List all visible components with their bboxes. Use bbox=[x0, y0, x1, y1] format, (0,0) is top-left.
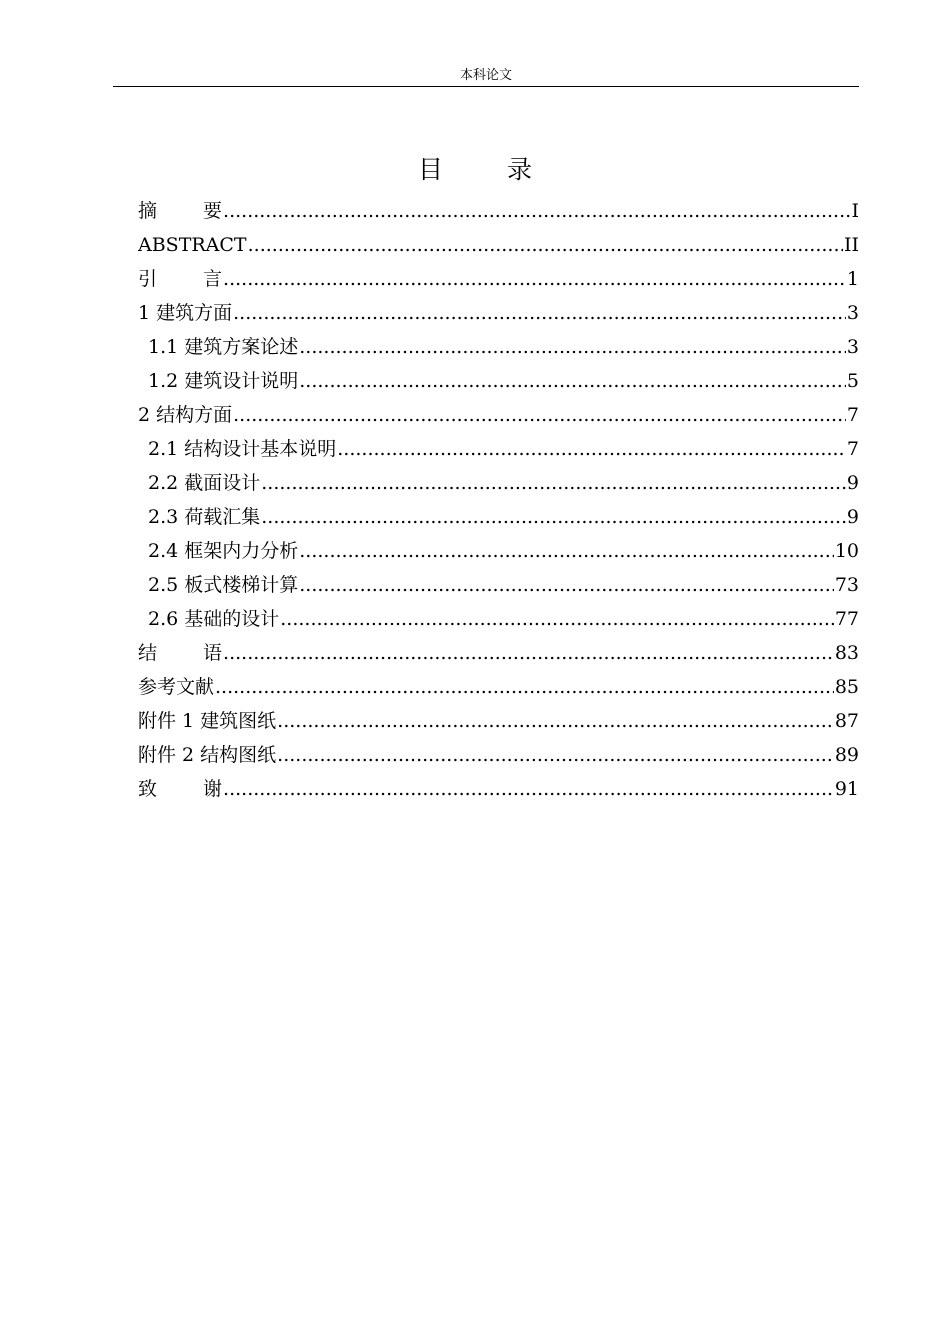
toc-label-part: 结 bbox=[138, 642, 158, 664]
toc-label-part: 谢 bbox=[203, 778, 223, 800]
toc-entry-page: II bbox=[843, 234, 859, 256]
toc-entry-page: 83 bbox=[834, 642, 859, 664]
toc-label-part: 语 bbox=[203, 642, 223, 664]
toc-entry-page: 1 bbox=[846, 268, 859, 290]
toc-leader-dots bbox=[277, 704, 834, 738]
header-text: 本科论文 bbox=[459, 68, 512, 83]
toc-entry-references[interactable] bbox=[138, 670, 859, 704]
toc-entry-acknowledgements[interactable] bbox=[138, 772, 859, 806]
toc-entry-label: 2.1 结构设计基本说明 bbox=[148, 438, 337, 460]
toc-entry-abstract-en[interactable] bbox=[138, 228, 859, 262]
toc-entry-page: 89 bbox=[834, 744, 859, 766]
toc-leader-dots bbox=[299, 568, 834, 602]
toc-leader-dots bbox=[299, 534, 834, 568]
toc-entry-label: 附件 2 结构图纸 bbox=[138, 744, 277, 766]
toc-entry-page: I bbox=[851, 200, 859, 222]
toc-label-part: 引 bbox=[138, 268, 158, 290]
toc-entry-label: 2 结构方面 bbox=[138, 404, 233, 426]
toc-entry-page: 77 bbox=[834, 608, 859, 630]
toc-entry-page: 9 bbox=[846, 506, 859, 528]
toc-label-part: 摘 bbox=[138, 200, 158, 222]
toc-entry-page: 73 bbox=[834, 574, 859, 596]
toc-entry-page: 91 bbox=[834, 778, 859, 800]
toc-entry-section-1-2[interactable] bbox=[138, 364, 859, 398]
toc-entry-introduction[interactable] bbox=[138, 262, 859, 296]
toc-entry-chapter-1[interactable] bbox=[138, 296, 859, 330]
toc-entry-label: 2.2 截面设计 bbox=[148, 472, 261, 494]
toc-entry-label bbox=[138, 772, 222, 806]
toc-entry-section-2-1[interactable] bbox=[138, 432, 859, 466]
toc-entry-conclusion[interactable] bbox=[138, 636, 859, 670]
toc-leader-dots bbox=[223, 772, 834, 806]
toc-entry-label: ABSTRACT bbox=[138, 234, 247, 256]
toc-entry-page: 3 bbox=[846, 302, 859, 324]
toc-entry-section-2-3[interactable] bbox=[138, 500, 859, 534]
toc-leader-dots bbox=[223, 636, 834, 670]
toc-leader-dots bbox=[233, 296, 846, 330]
toc-entry-page: 85 bbox=[834, 676, 859, 698]
toc-leader-dots bbox=[299, 364, 846, 398]
toc-entry-label: 2.3 荷载汇集 bbox=[148, 506, 261, 528]
toc-entry-page: 7 bbox=[846, 438, 859, 460]
toc-entry-label: 参考文献 bbox=[138, 676, 215, 698]
page-header bbox=[113, 66, 859, 87]
table-of-contents bbox=[138, 194, 859, 806]
toc-entry-label: 2.6 基础的设计 bbox=[148, 608, 280, 630]
toc-leader-dots bbox=[248, 228, 843, 262]
toc-entry-section-2-4[interactable] bbox=[138, 534, 859, 568]
toc-entry-appendix-1[interactable] bbox=[138, 704, 859, 738]
toc-leader-dots bbox=[261, 466, 846, 500]
toc-leader-dots bbox=[223, 194, 850, 228]
toc-entry-page: 10 bbox=[834, 540, 859, 562]
toc-leader-dots bbox=[233, 398, 846, 432]
toc-title-char-1: 目 bbox=[417, 155, 443, 184]
toc-entry-label: 1.2 建筑设计说明 bbox=[148, 370, 299, 392]
toc-entry-page: 7 bbox=[846, 404, 859, 426]
toc-entry-section-2-2[interactable] bbox=[138, 466, 859, 500]
toc-leader-dots bbox=[280, 602, 834, 636]
toc-entry-section-1-1[interactable] bbox=[138, 330, 859, 364]
toc-leader-dots bbox=[215, 670, 834, 704]
toc-label-part: 致 bbox=[138, 778, 158, 800]
toc-entry-section-2-6[interactable] bbox=[138, 602, 859, 636]
toc-entry-label: 2.4 框架内力分析 bbox=[148, 540, 299, 562]
toc-entry-chapter-2[interactable] bbox=[138, 398, 859, 432]
toc-entry-appendix-2[interactable] bbox=[138, 738, 859, 772]
toc-entry-page: 5 bbox=[846, 370, 859, 392]
toc-label-part: 言 bbox=[203, 268, 223, 290]
toc-entry-label: 1.1 建筑方案论述 bbox=[148, 336, 299, 358]
toc-entry-page: 9 bbox=[846, 472, 859, 494]
toc-entry-section-2-5[interactable] bbox=[138, 568, 859, 602]
toc-leader-dots bbox=[223, 262, 846, 296]
toc-leader-dots bbox=[261, 500, 846, 534]
toc-entry-label bbox=[138, 194, 222, 228]
toc-title bbox=[0, 152, 950, 188]
toc-entry-label bbox=[138, 636, 222, 670]
toc-entry-label: 附件 1 建筑图纸 bbox=[138, 710, 277, 732]
toc-entry-label: 1 建筑方面 bbox=[138, 302, 233, 324]
toc-leader-dots bbox=[277, 738, 834, 772]
toc-leader-dots bbox=[299, 330, 846, 364]
toc-entry-label: 2.5 板式楼梯计算 bbox=[148, 574, 299, 596]
toc-title-char-2: 录 bbox=[507, 155, 533, 184]
toc-entry-page: 3 bbox=[846, 336, 859, 358]
toc-label-part: 要 bbox=[203, 200, 223, 222]
toc-entry-label bbox=[138, 262, 222, 296]
toc-entry-page: 87 bbox=[834, 710, 859, 732]
toc-entry-abstract-cn[interactable] bbox=[138, 194, 859, 228]
toc-leader-dots bbox=[337, 432, 846, 466]
